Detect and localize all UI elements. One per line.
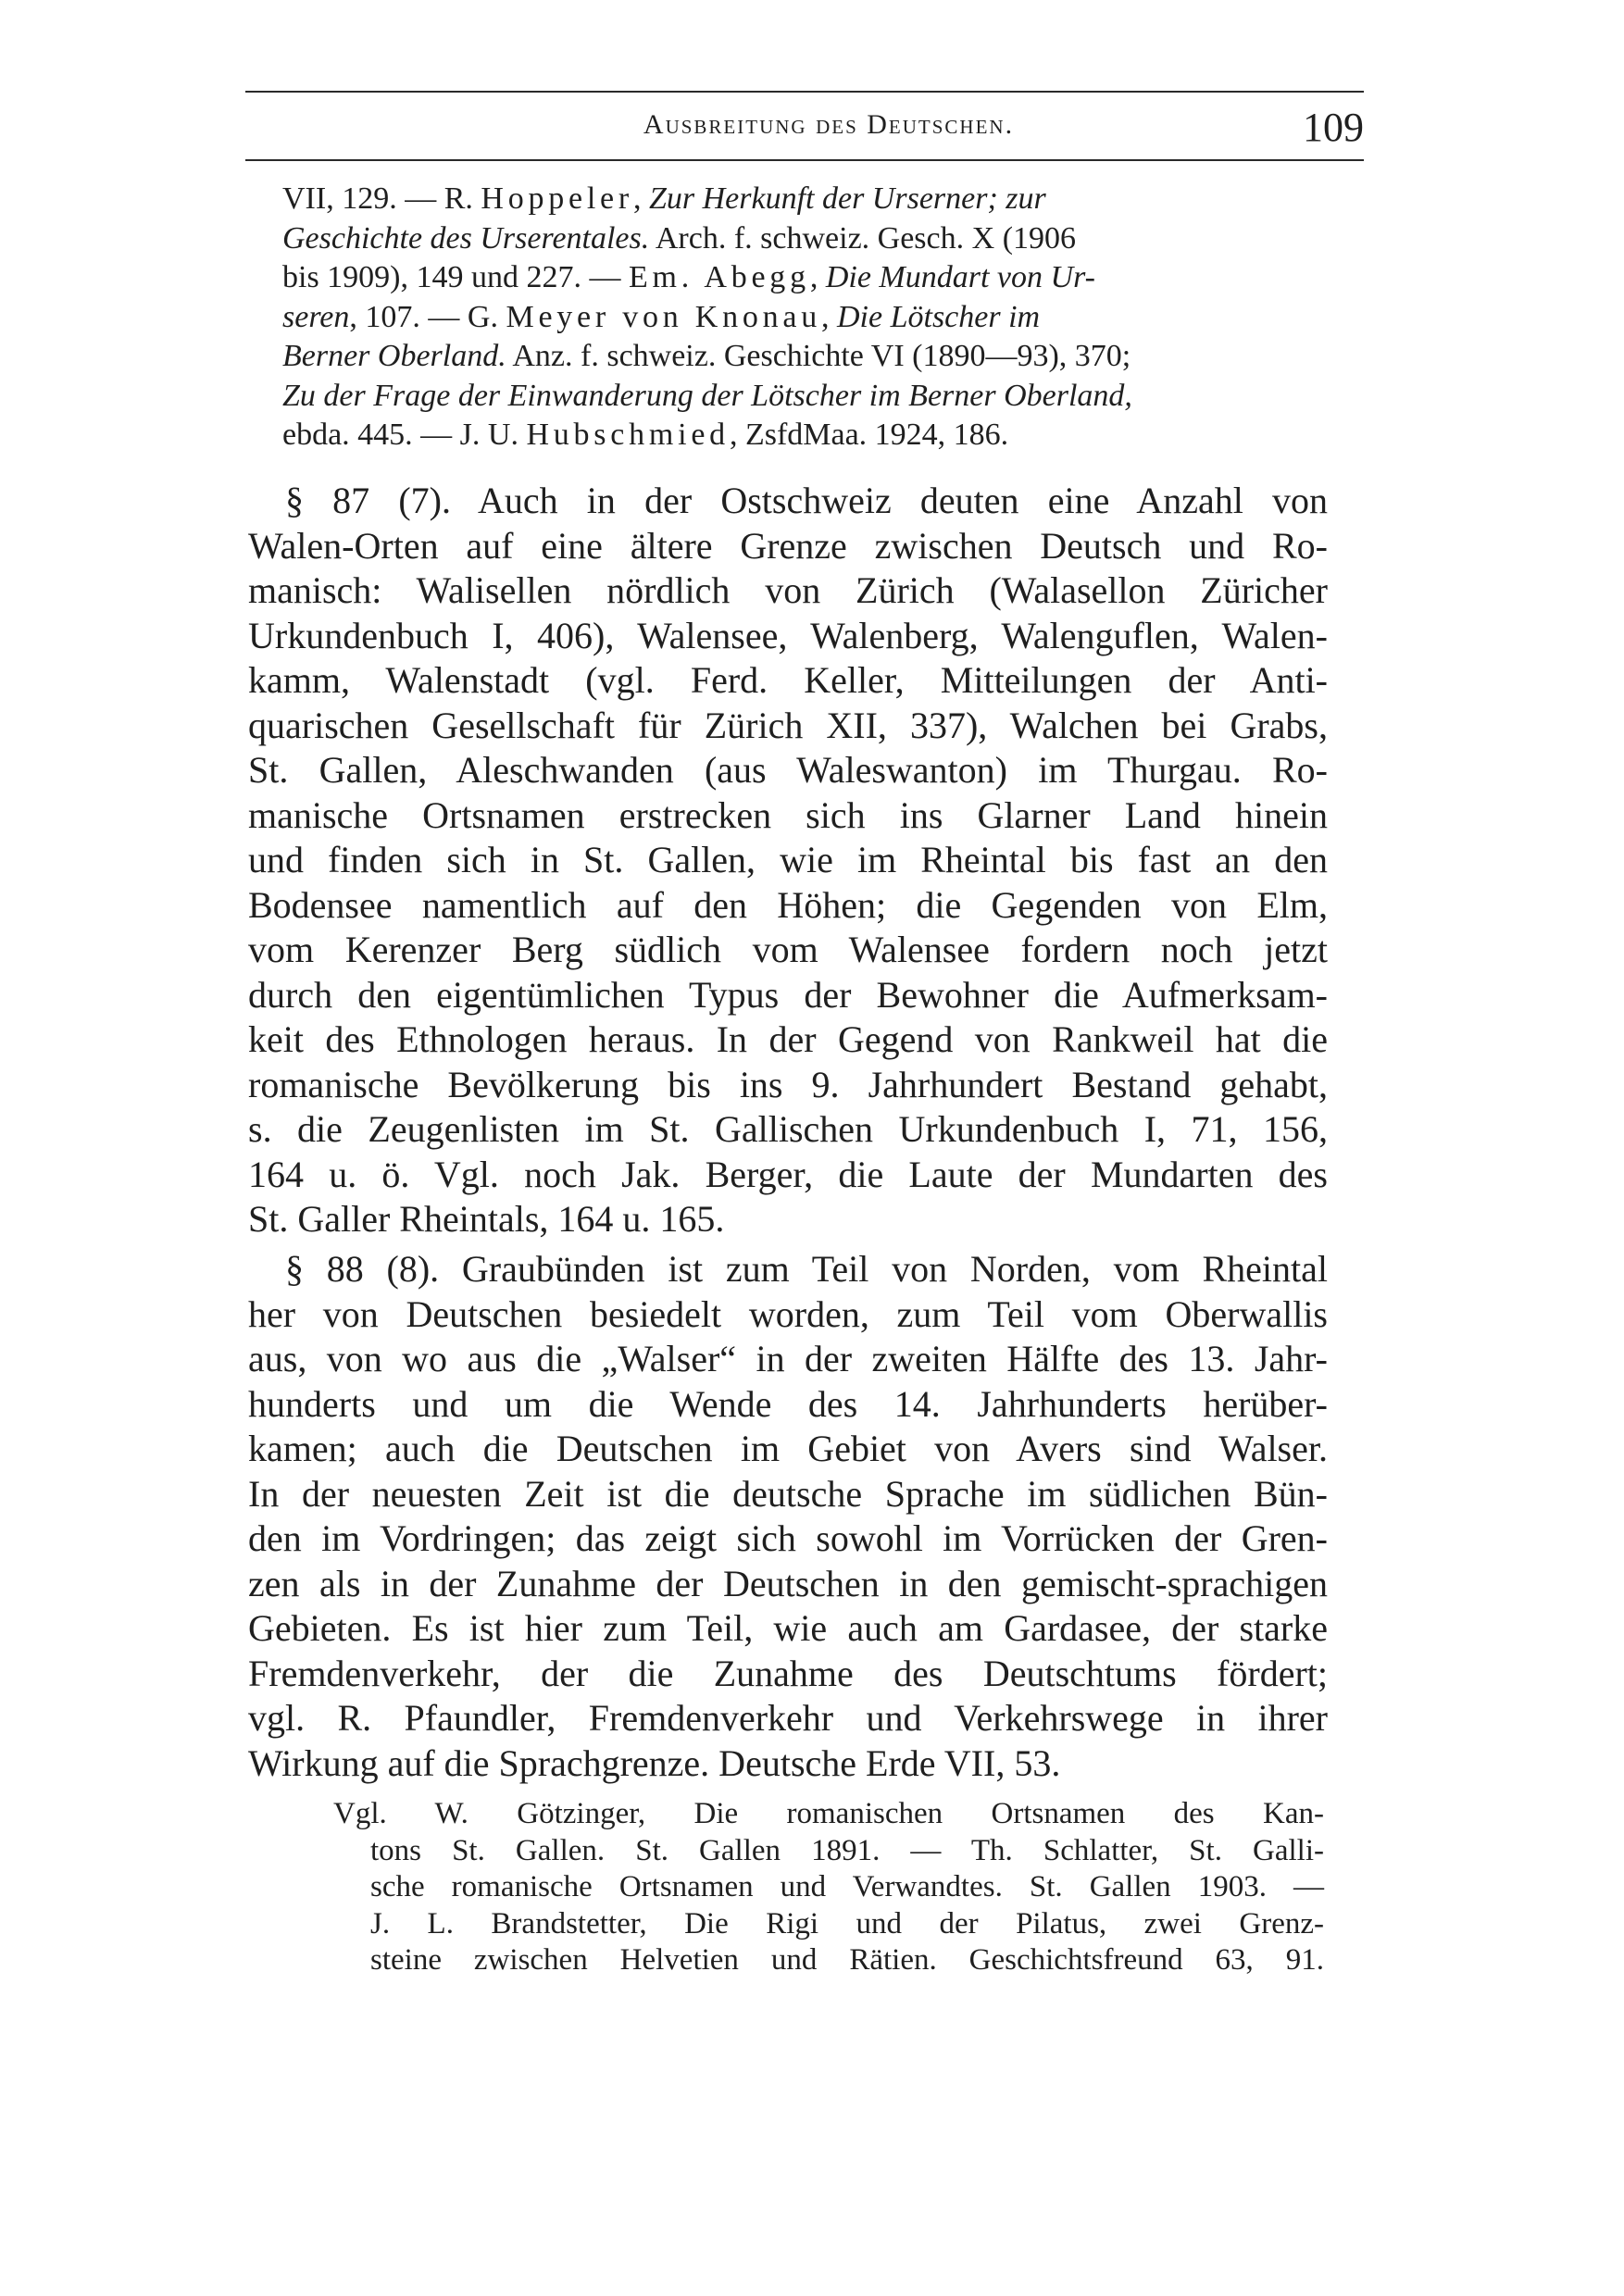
text-line: manische Ortsnamen erstrecken sich ins Glarner Land hinein bbox=[248, 793, 1328, 836]
section-87-paragraph bbox=[248, 479, 1328, 1242]
text-line: manisch: Walisellen nördlich von Zürich (Walasellon Züricher bbox=[248, 569, 1328, 611]
text-line: Bodensee namentlich auf den Höhen; die Gegenden von Elm, bbox=[248, 883, 1328, 926]
section-88-paragraph bbox=[248, 1247, 1328, 1786]
page-number: 109 bbox=[1303, 105, 1364, 150]
text-line: zen als in der Zunahme der Deutschen in den gemischt-sprachigen bbox=[248, 1562, 1328, 1604]
text-line: § 88 (8). Graubünden ist zum Teil von Norden, vom Rheintal bbox=[285, 1248, 1328, 1290]
footnote-continuation bbox=[282, 180, 1324, 455]
page-header bbox=[245, 104, 1364, 150]
text-line: In der neuesten Zeit ist die deutsche Sprache im südlichen Bün- bbox=[248, 1472, 1328, 1515]
text-line: den im Vordringen; das zeigt sich sowohl im Vorrücken der Gren- bbox=[248, 1517, 1328, 1559]
footnote-line: Berner Oberland. Anz. f. schweiz. Geschichte VI (1890—93), 370; bbox=[282, 339, 1131, 373]
text-line: St. Gallen, Aleschwanden (aus Waleswanton) im Thurgau. Ro- bbox=[248, 749, 1328, 791]
header-bottom-rule bbox=[245, 159, 1364, 161]
footnote-line: sche romanische Ortsnamen und Verwandtes. St. Gallen 1903. — bbox=[370, 1870, 1324, 1903]
footnote-line: seren, 107. — G. Meyer von Knonau, Die Lötscher im bbox=[282, 299, 1041, 334]
footnote-references bbox=[333, 1796, 1324, 1979]
footnote-line: J. L. Brandstetter, Die Rigi und der Pilatus, zwei Grenz- bbox=[370, 1906, 1324, 1940]
text-line: aus, von wo aus die „Walser“ in der zweiten Hälfte des 13. Jahr- bbox=[248, 1338, 1328, 1379]
footnote-line: Geschichte des Urserentales. Arch. f. schweiz. Gesch. X (1906 bbox=[282, 220, 1077, 256]
footnote-line: ebda. 445. — J. U. Hubschmied, ZsfdMaa. 1924, 186. bbox=[282, 418, 1009, 452]
footnote-line: steine zwischen Helvetien und Rätien. Geschichtsfreund 63, 91. bbox=[370, 1943, 1324, 1977]
running-head: Ausbreitung des Deutschen. bbox=[643, 109, 1015, 140]
text-line: und finden sich in St. Gallen, wie im Rheintal bis fast an den bbox=[248, 839, 1328, 880]
text-line: St. Galler Rheintals, 164 u. 165. bbox=[248, 1198, 725, 1240]
text-line: § 87 (7). Auch in der Ostschweiz deuten eine Anzahl von bbox=[285, 480, 1328, 521]
text-line: vgl. R. Pfaundler, Fremdenverkehr und Verkehrswege in ihrer bbox=[248, 1697, 1328, 1739]
text-line: Wirkung auf die Sprachgrenze. Deutsche Erde VII, 53. bbox=[248, 1741, 1061, 1784]
footnote-line: VII, 129. — R. Hoppeler, Zur Herkunft der Urserner; zur bbox=[282, 181, 1046, 216]
text-line: keit des Ethnologen heraus. In der Gegend von Rankweil hat die bbox=[248, 1018, 1328, 1060]
text-line: kamen; auch die Deutschen im Gebiet von Avers sind Walser. bbox=[248, 1428, 1328, 1469]
text-line: Walen-Orten auf eine ältere Grenze zwischen Deutsch und Ro- bbox=[248, 524, 1328, 567]
text-line: vom Kerenzer Berg südlich vom Walensee fordern noch jetzt bbox=[248, 929, 1328, 970]
footnote-line: Zu der Frage der Einwanderung der Lötscher im Berner Oberland, bbox=[282, 378, 1132, 413]
text-line: kamm, Walenstadt (vgl. Ferd. Keller, Mitteilungen der Anti- bbox=[248, 659, 1328, 701]
text-line: quarischen Gesellschaft für Zürich XII, 337), Walchen bei Grabs, bbox=[248, 704, 1328, 746]
header-top-rule bbox=[245, 91, 1364, 93]
footnote-line: Vgl. W. Götzinger, Die romanischen Ortsnamen des Kan- bbox=[333, 1797, 1324, 1830]
text-line: hunderts und um die Wende des 14. Jahrhunderts herüber- bbox=[248, 1382, 1328, 1425]
text-line: romanische Bevölkerung bis ins 9. Jahrhundert Bestand gehabt, bbox=[248, 1063, 1328, 1105]
text-line: her von Deutschen besiedelt worden, zum Teil vom Oberwallis bbox=[248, 1292, 1328, 1335]
text-line: Gebieten. Es ist hier zum Teil, wie auch am Gardasee, der starke bbox=[248, 1607, 1328, 1649]
text-line: Fremdenverkehr, der die Zunahme des Deutschtums fördert; bbox=[248, 1652, 1328, 1694]
footnote-line: tons St. Gallen. St. Gallen 1891. — Th. Schlatter, St. Galli- bbox=[370, 1833, 1324, 1867]
text-line: 164 u. ö. Vgl. noch Jak. Berger, die Laute der Mundarten des bbox=[248, 1153, 1328, 1195]
text-line: durch den eigentümlichen Typus der Bewohner die Aufmerksam- bbox=[248, 973, 1328, 1016]
text-line: s. die Zeugenlisten im St. Gallischen Urkundenbuch I, 71, 156, bbox=[248, 1108, 1328, 1150]
footnote-line: bis 1909), 149 und 227. — Em. Abegg, Die Mundart von Ur- bbox=[282, 260, 1095, 294]
text-line: Urkundenbuch I, 406), Walensee, Walenberg, Walenguflen, Walen- bbox=[248, 614, 1328, 656]
